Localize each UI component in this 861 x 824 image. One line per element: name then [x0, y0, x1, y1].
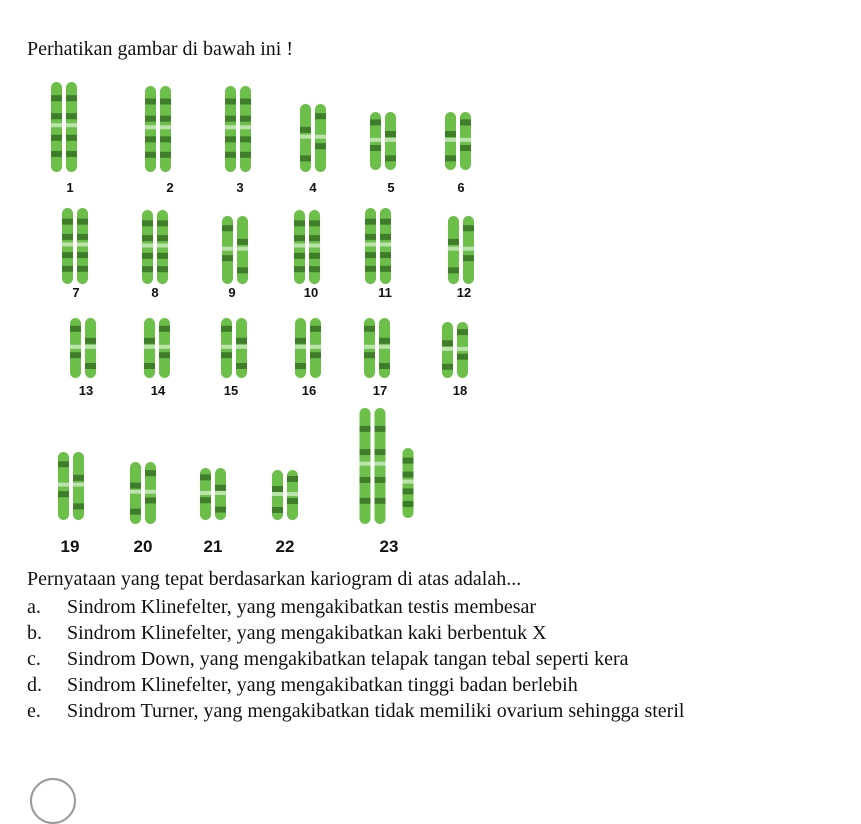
centromere — [374, 462, 387, 466]
chromosome-band — [375, 426, 386, 432]
centromere — [144, 490, 157, 494]
centromere — [199, 491, 212, 495]
chromosome-band — [315, 113, 326, 119]
chromosome-band — [85, 338, 96, 344]
instruction-text: Perhatikan gambar di bawah ini ! — [27, 38, 294, 60]
centromere — [84, 345, 97, 349]
chromosome-band — [225, 152, 236, 158]
chromosome-band — [58, 491, 69, 497]
chromosome-label: 8 — [151, 285, 159, 300]
chromosome-band — [160, 116, 171, 122]
centromere — [456, 347, 469, 351]
centromere — [459, 138, 472, 142]
chromosome-band — [365, 266, 376, 272]
chromosome-band — [364, 326, 375, 332]
centromere — [447, 247, 460, 251]
option-letter: e. — [27, 700, 41, 722]
option-text: Sindrom Klinefelter, yang mengakibatkan kaki berbentuk X — [67, 622, 547, 644]
chromosome-band — [142, 266, 153, 272]
centromere — [235, 345, 248, 349]
chromosome-band — [237, 239, 248, 245]
centromere — [444, 138, 457, 142]
centromere — [441, 347, 454, 351]
chromosome-band — [77, 219, 88, 225]
centromere — [363, 345, 376, 349]
answer-options — [27, 594, 684, 724]
chromosome-band — [309, 220, 320, 226]
chromosome-band — [225, 136, 236, 142]
chromosome-band — [403, 501, 414, 507]
question-text: Pernyataan yang tepat berdasarkan kariogram di atas adalah... — [27, 568, 522, 590]
centromere — [141, 244, 154, 248]
chromosome-band — [236, 363, 247, 369]
chromosome-band — [403, 458, 414, 464]
chromosome-band — [200, 497, 211, 503]
centromere — [293, 244, 306, 248]
chromosome-band — [236, 338, 247, 344]
chromosome-band — [463, 225, 474, 231]
chromosome-band — [309, 253, 320, 259]
option-d[interactable] — [27, 672, 684, 698]
chromosome-band — [62, 252, 73, 258]
centromere — [286, 492, 299, 496]
centromere — [143, 345, 156, 349]
centromere — [72, 483, 85, 487]
chromosome-band — [225, 98, 236, 104]
chromosome-band — [448, 267, 459, 273]
option-text: Sindrom Down, yang mengakibatkan telapak tangan tebal seperti kera — [67, 648, 629, 670]
chromosome-band — [215, 485, 226, 491]
chromosome-band — [365, 252, 376, 258]
chromosome-band — [66, 113, 77, 119]
chromosome-band — [365, 234, 376, 240]
chromosome-band — [295, 363, 306, 369]
centromere — [462, 247, 475, 251]
centromere — [369, 138, 382, 142]
chromosome-group — [50, 82, 475, 524]
chromosome-band — [240, 98, 251, 104]
chromosome-band — [51, 95, 62, 101]
chromosome-band — [287, 498, 298, 504]
option-text: Sindrom Turner, yang mengakibatkan tidak memiliki ovarium sehingga steril — [67, 700, 685, 722]
centromere — [158, 345, 171, 349]
centromere — [299, 135, 312, 139]
chromosome-band — [85, 363, 96, 369]
chromosome-band — [294, 266, 305, 272]
centromere — [384, 138, 397, 142]
chromosome-band — [142, 235, 153, 241]
chromosome-band — [403, 472, 414, 478]
chromosome-band — [379, 338, 390, 344]
chromosome-band — [159, 352, 170, 358]
chromosome-band — [360, 498, 371, 504]
chromosome-band — [442, 364, 453, 370]
chromosome-band — [200, 474, 211, 480]
chromosome-band — [157, 266, 168, 272]
chromosome-band — [157, 220, 168, 226]
chromosome-band — [460, 145, 471, 151]
chromosome-band — [380, 252, 391, 258]
chromosome-label: 22 — [275, 537, 295, 556]
chromosome-band — [442, 340, 453, 346]
centromere — [402, 480, 415, 484]
chromosome-label: 9 — [228, 285, 236, 300]
centromere — [214, 491, 227, 495]
centromere — [378, 345, 391, 349]
chromosome-band — [237, 267, 248, 273]
centromere — [239, 125, 252, 129]
chromosome-band — [160, 98, 171, 104]
centromere — [220, 345, 233, 349]
chromosome-band — [294, 220, 305, 226]
chromosome-band — [385, 155, 396, 161]
chromosome-band — [66, 151, 77, 157]
chromosome-band — [315, 143, 326, 149]
chromosome-label: 1 — [66, 180, 74, 195]
centromere — [379, 242, 392, 246]
centromere — [236, 247, 249, 251]
chromosome-label: 7 — [72, 285, 80, 300]
chromosome-label: 13 — [78, 383, 94, 398]
chromosome-band — [457, 329, 468, 335]
chromosome-band — [272, 486, 283, 492]
chromatid — [375, 408, 386, 524]
chromosome-band — [403, 488, 414, 494]
chromosome-label: 17 — [372, 383, 388, 398]
chromosome-band — [73, 475, 84, 481]
chromosome-band — [130, 483, 141, 489]
option-text: Sindrom Klinefelter, yang mengakibatkan testis membesar — [67, 596, 537, 618]
option-text: Sindrom Klinefelter, yang mengakibatkan tinggi badan berlebih — [67, 674, 578, 696]
chromosome-band — [51, 135, 62, 141]
chromosome-band — [62, 266, 73, 272]
chromosome-band — [380, 219, 391, 225]
chromosome-band — [77, 266, 88, 272]
centromere — [65, 123, 78, 127]
chromosome-band — [310, 326, 321, 332]
chromosome-band — [51, 113, 62, 119]
option-a[interactable] — [27, 594, 684, 620]
centromere — [144, 125, 157, 129]
chromosome-band — [51, 151, 62, 157]
chromosome-band — [66, 95, 77, 101]
chromosome-band — [375, 498, 386, 504]
centromere — [221, 247, 234, 251]
chromosome-band — [62, 234, 73, 240]
chromosome-band — [310, 352, 321, 358]
chromosome-band — [221, 326, 232, 332]
chromosome-band — [222, 225, 233, 231]
centromere — [69, 345, 82, 349]
centromere — [156, 244, 169, 248]
chromosome-band — [221, 352, 232, 358]
centromere — [308, 244, 321, 248]
centromere — [50, 123, 63, 127]
chromosome-band — [145, 152, 156, 158]
chromosome-label: 2 — [166, 180, 174, 195]
chromosome-label: 10 — [303, 285, 319, 300]
chromosome-band — [145, 136, 156, 142]
centromere — [364, 242, 377, 246]
chromosome-band — [159, 326, 170, 332]
chromosome-label: 23 — [379, 537, 399, 556]
option-letter: c. — [27, 648, 41, 670]
option-e[interactable] — [27, 698, 684, 724]
chromosome-band — [309, 266, 320, 272]
chromosome-band — [360, 426, 371, 432]
option-letter: d. — [27, 674, 42, 696]
chromosome-band — [294, 253, 305, 259]
chromosome-band — [157, 253, 168, 259]
chromosome-band — [142, 253, 153, 259]
chromosome-label: 12 — [456, 285, 472, 300]
chromosome-band — [142, 220, 153, 226]
chromosome-label: 14 — [150, 383, 166, 398]
option-b[interactable] — [27, 620, 684, 646]
chromosome-band — [145, 98, 156, 104]
chromosome-band — [240, 152, 251, 158]
chromosome-band — [457, 354, 468, 360]
chromosome-band — [375, 477, 386, 483]
option-c[interactable] — [27, 646, 684, 672]
chromosome-band — [365, 219, 376, 225]
chromosome-band — [215, 507, 226, 513]
centromere — [359, 462, 372, 466]
chromosome-band — [160, 136, 171, 142]
chromosome-band — [370, 145, 381, 151]
chromosome-label: 4 — [309, 180, 317, 195]
chromosome-band — [448, 239, 459, 245]
chromosome-band — [240, 136, 251, 142]
chromosome-band — [145, 116, 156, 122]
chromosome-band — [385, 131, 396, 137]
chromosome-band — [309, 235, 320, 241]
centromere — [57, 483, 70, 487]
chromosome-band — [295, 338, 306, 344]
chromosome-band — [157, 235, 168, 241]
chromosome-label: 19 — [60, 537, 80, 556]
chromosome-band — [300, 155, 311, 161]
chromosome-band — [77, 252, 88, 258]
chromosome-band — [272, 507, 283, 513]
centromere — [76, 242, 89, 246]
chromosome-band — [380, 266, 391, 272]
centromere — [61, 242, 74, 246]
chromosome-band — [445, 131, 456, 137]
chromosome-band — [370, 119, 381, 125]
chromatid — [360, 408, 371, 524]
chromosome-band — [130, 509, 141, 515]
chromosome-label: 11 — [378, 285, 392, 300]
chromosome-band — [58, 461, 69, 467]
chromosome-band — [300, 127, 311, 133]
chromosome-band — [145, 497, 156, 503]
chromosome-band — [364, 352, 375, 358]
centromere — [309, 345, 322, 349]
chromosome-band — [380, 234, 391, 240]
chromosome-band — [73, 503, 84, 509]
chromosome-label: 21 — [203, 537, 223, 556]
chromosome-band — [225, 116, 236, 122]
chromosome-label: 16 — [301, 383, 317, 398]
centromere — [129, 490, 142, 494]
chromosome-band — [287, 476, 298, 482]
chromosome-label: 3 — [236, 180, 244, 195]
centromere — [271, 492, 284, 496]
chromosome-label: 15 — [223, 383, 239, 398]
chromosome-band — [70, 352, 81, 358]
centromere — [159, 125, 172, 129]
centromere — [224, 125, 237, 129]
chromosome-band — [294, 235, 305, 241]
chromosome-band — [379, 363, 390, 369]
chromosome-band — [360, 449, 371, 455]
centromere — [294, 345, 307, 349]
chromosome-label: 6 — [457, 180, 465, 195]
chromosome-band — [463, 255, 474, 261]
chromosome-band — [77, 234, 88, 240]
chromosome-label: 5 — [387, 180, 395, 195]
chromosome-band — [375, 449, 386, 455]
chromosome-band — [62, 219, 73, 225]
chromosome-band — [144, 363, 155, 369]
chromosome-band — [240, 116, 251, 122]
chromosome-band — [70, 326, 81, 332]
chromosome-band — [445, 155, 456, 161]
chromosome-band — [160, 152, 171, 158]
centromere — [314, 135, 327, 139]
partial-circle-icon — [30, 778, 76, 824]
chromosome-band — [66, 135, 77, 141]
chromosome-label: 20 — [133, 537, 153, 556]
option-letter: a. — [27, 596, 41, 618]
chromosome-band — [460, 119, 471, 125]
chromosome-label: 18 — [452, 383, 468, 398]
chromosome-band — [222, 255, 233, 261]
option-letter: b. — [27, 622, 42, 644]
chromosome-band — [144, 338, 155, 344]
chromosome-band — [360, 477, 371, 483]
chromosome-band — [145, 470, 156, 476]
